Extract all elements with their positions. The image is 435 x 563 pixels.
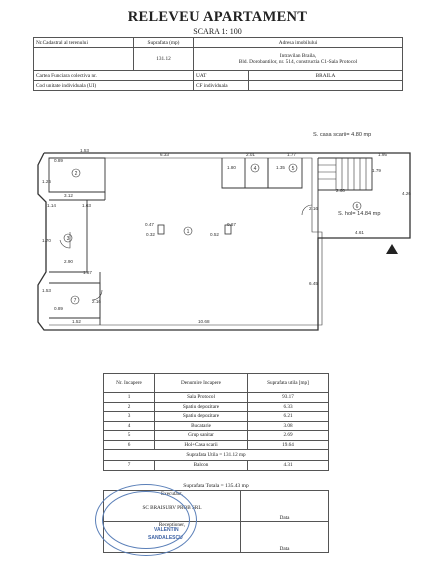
dim-047: 0.47 — [145, 222, 154, 227]
dim-216: 2.16 — [92, 299, 101, 304]
dim-153: 1.53 — [80, 148, 89, 153]
page-title: RELEVEU APARTAMENT — [127, 9, 308, 25]
row-name: Bucatarie — [155, 421, 248, 431]
scale-label: SCARA 1: 100 — [193, 27, 242, 36]
table-row — [104, 440, 329, 450]
address-label: Adresa imobilului — [194, 38, 403, 48]
dim-290: 2.90 — [64, 259, 73, 264]
col-area-header: Suprafata utila [mp] — [248, 374, 329, 393]
row-name: Spatiu depozitare — [155, 402, 248, 412]
dim-216b: 2.16 — [309, 206, 318, 211]
balcony-nr: 7 — [104, 461, 155, 471]
cf-collective-label: Cartea Funciara colectiva nr. — [34, 71, 194, 81]
balcony-area: 4.31 — [248, 461, 329, 471]
dim-153b: 1.53 — [42, 288, 51, 293]
area-label: Suprafata (mp) — [134, 38, 194, 48]
address-line-2: Bld. Dorobantilor, nr. 514, constructia C1-Sala Protocol — [238, 59, 358, 65]
table-row — [104, 402, 329, 412]
row-area: 2.69 — [248, 431, 329, 441]
row-nr: 5 — [104, 431, 155, 441]
row-name: Sala Protocol — [155, 393, 248, 403]
dim-032: 0.32 — [146, 232, 155, 237]
dim-633: 6.33 — [160, 152, 169, 157]
dim-177: 1.77 — [287, 152, 296, 157]
company-stamp — [95, 484, 197, 556]
room-num-7: 7 — [73, 298, 77, 304]
row-nr: 3 — [104, 412, 155, 422]
subtotal-row: Suprafata Utila = 131.12 mp — [104, 450, 329, 461]
dim-187: 1.87 — [83, 270, 92, 275]
uat-value: BRAILA — [249, 71, 403, 81]
balcony-name: Balcon — [155, 461, 248, 471]
row-nr: 1 — [104, 393, 155, 403]
row-name: Grup sanitar — [155, 431, 248, 441]
cod-unitate-label: Cod unitate individuala (UI) — [34, 81, 194, 91]
table-row — [104, 421, 329, 431]
dim-180: 1.80 — [227, 165, 236, 170]
col-nr-header: Nr. Incapere — [104, 374, 155, 393]
executant-label: Executant, — [160, 491, 184, 497]
dim-260: 2.60 — [336, 188, 345, 193]
dim-152: 1.52 — [72, 319, 81, 324]
stamp-line-2: VALENTIN — [154, 527, 179, 533]
table-row — [104, 393, 329, 403]
data-1: Data — [241, 491, 329, 522]
room-num-1: 1 — [186, 229, 190, 235]
room-num-6: 6 — [355, 204, 359, 210]
row-nr: 4 — [104, 421, 155, 431]
row-name: Hol+Casa scarii — [155, 440, 248, 450]
row-area: 6.21 — [248, 412, 329, 422]
stamp-line-1: SANDALESCU — [148, 535, 183, 541]
dim-195: 1.95 — [378, 152, 387, 157]
entrance-marker — [386, 244, 398, 254]
row-area: 6.33 — [248, 402, 329, 412]
dim-461: 4.61 — [355, 230, 364, 235]
dim-1068: 10.68 — [198, 319, 210, 324]
dim-052: 0.52 — [210, 232, 219, 237]
dim-089b: 0.89 — [54, 306, 63, 311]
company-name: SC BRAISURV PROB SRL — [142, 505, 202, 511]
row-area: 19.64 — [248, 440, 329, 450]
dim-170: 1.70 — [42, 238, 51, 243]
address-line-1: Intravilan Braila, — [279, 53, 317, 59]
row-nr: 2 — [104, 402, 155, 412]
room-num-5: 5 — [291, 166, 295, 172]
area-value: 131.12 — [134, 48, 194, 71]
row-area: 93.17 — [248, 393, 329, 403]
dim-426: 4.26 — [402, 191, 411, 196]
room-num-2: 2 — [74, 171, 78, 177]
dim-126: 1.26 — [42, 179, 51, 184]
total-area: Suprafata Totala = 135.43 mp — [183, 483, 249, 489]
row-area: 3.08 — [248, 421, 329, 431]
room-num-3: 3 — [66, 236, 70, 242]
dim-201: 2.01 — [246, 152, 255, 157]
uat-label: UAT — [194, 71, 249, 81]
dim-163: 1.63 — [82, 203, 91, 208]
room-num-4: 4 — [253, 166, 257, 172]
dim-312: 3.12 — [64, 193, 73, 198]
dim-179: 1.79 — [372, 168, 381, 173]
receptioner-label: Receptioner, — [104, 522, 241, 553]
dim-089: 0.89 — [54, 158, 63, 163]
dim-645: 6.45 — [309, 281, 318, 286]
hall-area-annotation: S. hol= 14.84 mp — [338, 211, 381, 217]
dim-114: 1.14 — [47, 203, 56, 208]
col-name-header: Denumire Incapere — [155, 374, 248, 393]
cf-individuala-label: CF individuala — [194, 81, 249, 91]
stair-area-annotation: S. casa scarii= 4.80 mp — [313, 132, 372, 138]
table-row — [104, 461, 329, 471]
table-row — [104, 431, 329, 441]
rooms-table — [103, 373, 329, 471]
row-nr: 6 — [104, 440, 155, 450]
table-row — [104, 412, 329, 422]
row-name: Spatiu depozitare — [155, 412, 248, 422]
dim-067: 0.67 — [227, 222, 236, 227]
data-2: Data — [241, 522, 329, 553]
cadastral-label: Nr.Cadastral al terenului — [34, 38, 134, 48]
dim-135: 1.35 — [276, 165, 285, 170]
